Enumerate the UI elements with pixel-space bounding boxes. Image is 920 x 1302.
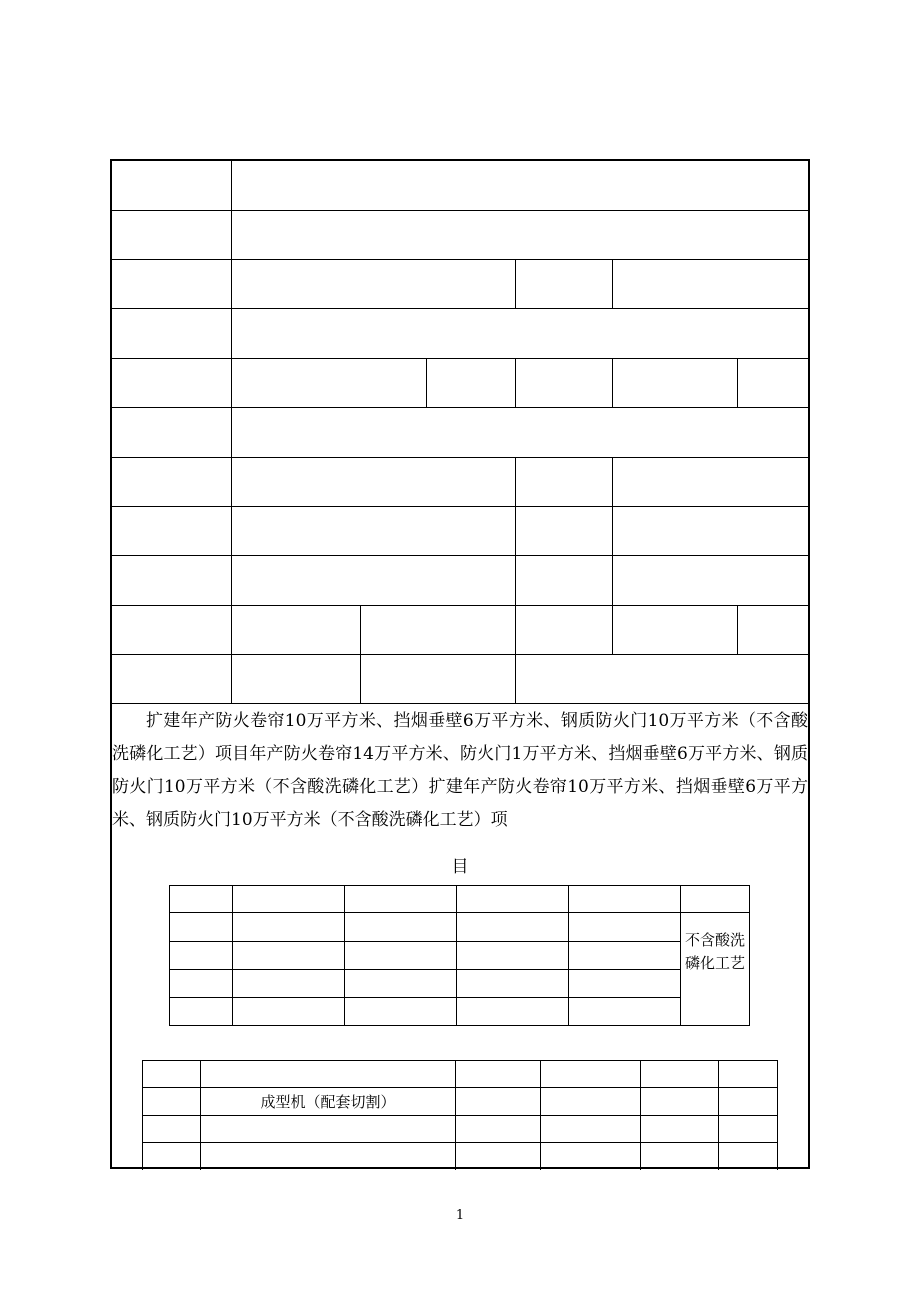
product-table-col-divider xyxy=(568,885,569,1026)
equipment-table-col-divider xyxy=(640,1060,641,1170)
form-row-divider xyxy=(111,506,809,507)
form-row-divider xyxy=(111,259,809,260)
project-description-end: 目 xyxy=(451,857,469,877)
form-row-divider xyxy=(111,407,809,408)
product-table-row-divider xyxy=(680,912,750,913)
product-table-col-divider xyxy=(456,885,457,1026)
equipment-table-col-divider xyxy=(718,1060,719,1170)
product-table xyxy=(169,885,750,1026)
form-cell-divider xyxy=(515,259,516,308)
form-label-column-divider xyxy=(231,160,232,703)
page-number: 1 xyxy=(455,1208,465,1223)
form-cell-divider xyxy=(612,259,613,308)
equipment-table-row-divider xyxy=(142,1087,778,1088)
form-row-divider xyxy=(111,654,809,655)
form-row-divider xyxy=(111,308,809,309)
equipment-table-row-divider xyxy=(142,1115,778,1116)
form-cell-divider xyxy=(515,358,516,407)
equipment-table-col-divider xyxy=(540,1060,541,1170)
product-table-note: 不含酸洗磷化工艺 xyxy=(684,931,745,972)
form-cell-divider xyxy=(360,605,361,703)
form-cell-divider xyxy=(515,605,516,703)
equipment-table-row-divider xyxy=(142,1142,778,1143)
equipment-table-col-divider xyxy=(455,1060,456,1170)
product-table-row-divider xyxy=(169,941,680,942)
form-cell-divider xyxy=(426,358,427,407)
equipment-table-col-divider xyxy=(200,1060,201,1170)
form-cell-divider xyxy=(612,457,613,605)
form-row-divider xyxy=(111,555,809,556)
product-table-row-divider xyxy=(169,912,680,913)
form-row-divider xyxy=(111,210,809,211)
form-cell-divider xyxy=(737,358,738,407)
form-cell-divider xyxy=(612,605,613,654)
form-row-divider xyxy=(111,457,809,458)
form-row-divider xyxy=(111,605,809,606)
project-description: 扩建年产防火卷帘10万平方米、挡烟垂壁6万平方米、钢质防火门10万平方米（不含酸洗磷化工艺）项目年产防火卷帘14万平方米、防火门1万平方米、挡烟垂壁6万平方米、钢质防火门10万平方米（不含酸洗磷化工艺）扩建年产防火卷帘10万平方米、挡烟垂壁6万平方米、钢质防火门10万平方米（不含酸洗磷化工艺）项 xyxy=(112,711,808,830)
product-table-row-divider xyxy=(169,969,680,970)
form-cell-divider xyxy=(737,605,738,654)
product-table-col-divider xyxy=(232,885,233,1026)
product-table-row-divider xyxy=(169,997,680,998)
equipment-table-item: 成型机（配套切割） xyxy=(260,1093,396,1111)
form-cell-divider xyxy=(515,457,516,605)
form-row-divider xyxy=(111,703,809,704)
form-cell-divider xyxy=(612,358,613,407)
form-row-divider xyxy=(111,358,809,359)
product-table-col-divider xyxy=(344,885,345,1026)
